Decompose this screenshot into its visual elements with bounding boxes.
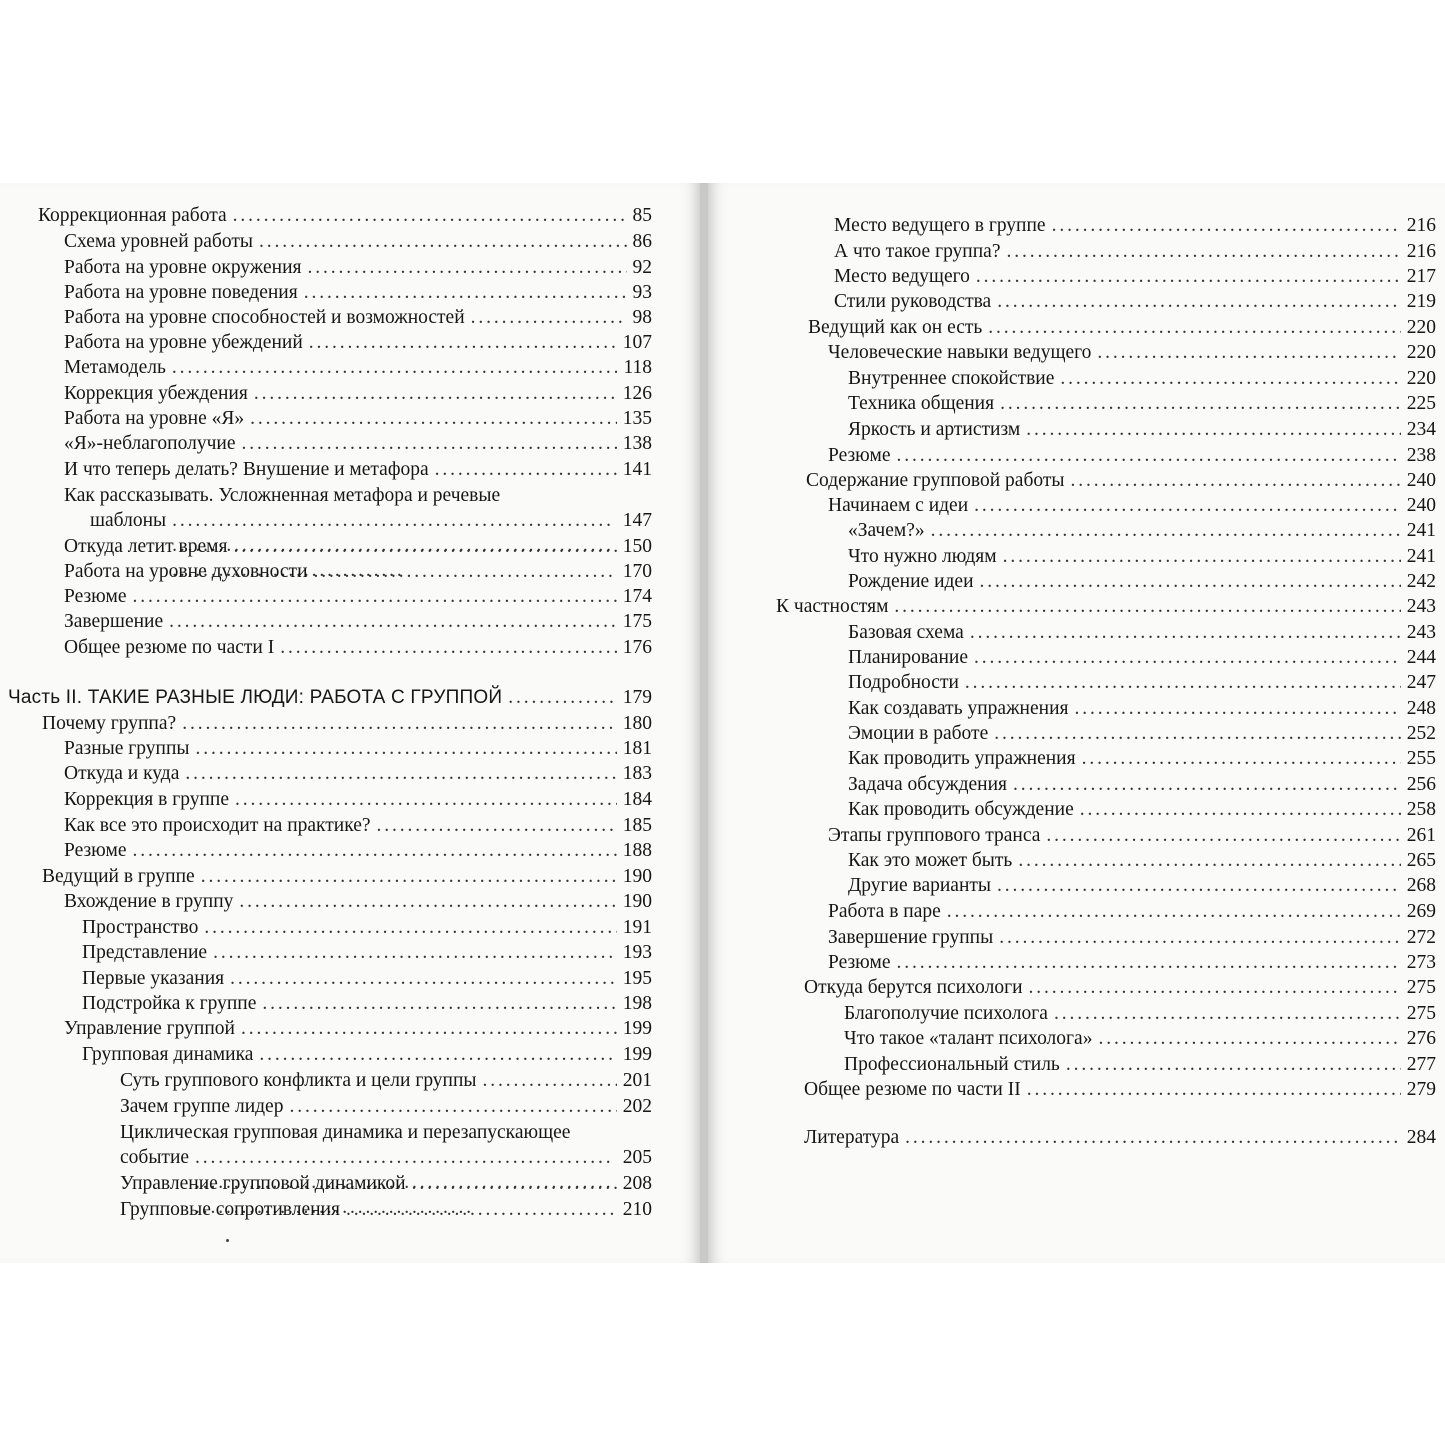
book-gutter [700,183,708,1263]
entry-title: Ведущий в группе [42,866,195,887]
entry-page-number: 242 [1406,571,1436,592]
right-toc-entry-23 [848,772,1436,797]
entry-page-number: 93 [632,282,652,303]
right-toc-entry-4 [834,289,1436,314]
entry-page-number: 208 [622,1173,652,1194]
entry-page-number: 216 [1406,241,1436,262]
entry-page-number: 190 [622,891,652,912]
dot-leader [1003,544,1401,569]
entry-page-number: 275 [1406,1003,1436,1024]
entry-title: Представление [82,942,208,963]
dot-leader [1074,696,1400,721]
entry-title: Содержание групповой работы [806,470,1065,491]
dot-leader [133,584,617,609]
entry-title: Яркость и артистизм [848,419,1021,440]
dot-leader [169,609,617,634]
entry-page-number: 256 [1406,774,1436,795]
entry-page-number: 179 [622,687,652,708]
entry-title: Профессиональный стиль [844,1054,1060,1075]
entry-page-number: 243 [1406,596,1436,617]
entry-page-number: 243 [1406,622,1436,643]
entry-page-number: 199 [622,1018,652,1039]
left-toc-entry-9 [64,406,652,431]
entry-title: Пространство [82,917,199,938]
entry-page-number: 98 [632,307,652,328]
dot-leader [947,899,1401,924]
right-toc-entry-16 [776,594,1436,619]
entry-title: Откуда берутся психологи [804,977,1023,998]
entry-title: Рождение идеи [848,571,974,592]
dot-leader [1029,975,1401,1000]
entry-title: Суть группового конфликта и цели группы [120,1070,477,1091]
right-toc-entry-26 [848,848,1436,873]
entry-title: Базовая схема [848,622,964,643]
entry-title: Подробности [848,672,959,693]
entry-page-number: 220 [1406,317,1436,338]
entry-title: Как создавать упражнения [848,698,1069,719]
dot-leader [1071,468,1401,493]
entry-title: Работа на уровне убеждений [64,332,303,353]
entry-title: Групповая динамика [82,1044,254,1065]
dot-leader [1060,366,1400,391]
left-toc-entry-16 [64,609,652,634]
left-toc-entry-17 [64,635,652,660]
left-toc-entry-1 [38,203,652,228]
entry-title: Работа на уровне «Я» [64,408,245,429]
entry-title: Начинаем с идеи [828,495,969,516]
dot-leader [241,1016,617,1041]
right-toc-entry-20 [848,696,1436,721]
right-toc-entry-11 [806,468,1436,493]
left-toc-entry-4 [64,280,652,305]
right-toc-entry-21 [848,721,1436,746]
entry-title: Работа на уровне духовности [64,561,308,582]
entry-page-number: 118 [623,357,652,378]
entry-title: Групповые сопротивления [120,1199,340,1220]
left-toc-entry-36 [120,1171,652,1196]
entry-title: Откуда летит время [64,536,228,557]
entry-page-number: 86 [632,231,652,252]
left-toc-entry-8 [64,381,652,406]
entry-page-number: 147 [622,510,652,531]
entry-title: Человеческие навыки ведущего [828,342,1092,363]
entry-page-number: 135 [622,408,652,429]
entry-title: Почему группа? [42,713,177,734]
entry-page-number: 277 [1406,1054,1436,1075]
entry-title: Что нужно людям [848,546,997,567]
entry-page-number: 181 [622,738,652,759]
right-toc-entry-32 [844,1001,1436,1026]
left-toc-entry-30 [82,991,652,1016]
entry-title: Благополучие психолога [844,1003,1048,1024]
entry-title: Откуда и куда [64,763,180,784]
entry-page-number: 275 [1406,977,1436,998]
entry-page-number: 198 [622,993,652,1014]
right-toc-entry-6 [828,340,1436,365]
entry-title: Подстройка к группе [82,993,257,1014]
entry-title: Место ведущего [834,266,970,287]
right-toc-entry-1 [834,213,1436,238]
entry-page-number: 273 [1406,952,1436,973]
entry-title: Другие варианты [848,875,992,896]
left-toc-entry-21 [64,761,652,786]
entry-page-number: 184 [622,789,652,810]
entry-title: Задача обсуждения [848,774,1008,795]
right-toc-entry-30 [828,950,1436,975]
dot-leader [280,635,617,660]
dot-leader [259,229,627,254]
right-toc-entry-5 [808,315,1436,340]
dot-leader [308,255,627,280]
dot-leader [213,940,617,965]
dot-leader [1066,1052,1401,1077]
entry-page-number: 92 [632,257,652,278]
entry-page-number: 205 [622,1147,652,1168]
entry-page-number: 276 [1406,1028,1436,1049]
entry-title: Резюме [828,445,891,466]
dot-leader [346,1197,617,1222]
entry-title: Управление группой [64,1018,235,1039]
dot-leader [897,950,1401,975]
right-toc-entry-12 [828,493,1436,518]
right-toc-entry-28 [828,899,1436,924]
left-toc-entry-22 [64,787,652,812]
entry-title: Метамодель [64,357,166,378]
entry-page-number: 220 [1406,342,1436,363]
dot-leader [994,721,1401,746]
book-spread [0,183,1445,1263]
entry-page-number: 261 [1406,825,1436,846]
dot-leader [201,864,617,889]
right-toc-entry-34 [844,1052,1436,1077]
dot-leader [1007,239,1401,264]
dot-leader [1013,772,1401,797]
entry-page-number: 265 [1406,850,1436,871]
left-toc-entry-20 [64,736,652,761]
entry-page-number: 195 [622,968,652,989]
entry-title: Работа в паре [828,901,941,922]
right-toc-entry-24 [848,797,1436,822]
dot-leader [1054,1001,1401,1026]
entry-title: Этапы группового транса [828,825,1041,846]
right-toc-entry-18 [848,645,1436,670]
dot-leader [259,1042,616,1067]
dot-leader [309,330,617,355]
dot-leader [172,355,618,380]
left-toc-entry-23 [64,813,652,838]
entry-page-number: 176 [622,637,652,658]
entry-title: Эмоции в работе [848,723,989,744]
entry-page-number: 188 [622,840,652,861]
right-toc-entry-19 [848,670,1436,695]
entry-page-number: 240 [1406,495,1436,516]
entry-title: Циклическая групповая динамика и перезапускающее [120,1122,571,1143]
entry-title-continuation: событие [120,1147,190,1168]
entry-title: Работа на уровне окружения [64,257,302,278]
dot-leader [980,569,1401,594]
left-toc-entry-15 [64,584,652,609]
entry-page-number: 107 [622,332,652,353]
dot-leader [133,838,617,863]
right-toc-entry-3 [834,264,1436,289]
right-toc-entry-7 [848,366,1436,391]
dot-leader [471,305,627,330]
entry-page-number: 193 [622,942,652,963]
entry-title: Как рассказывать. Усложненная метафора и речевые [64,485,501,506]
entry-page-number: 150 [622,536,652,557]
entry-title: Стили руководства [834,291,992,312]
dot-leader [970,620,1401,645]
entry-page-number: 220 [1406,368,1436,389]
dot-leader [377,813,617,838]
right-page [708,183,1445,1263]
entry-title: Как это может быть [848,850,1013,871]
entry-title: Резюме [64,586,127,607]
entry-page-number: 241 [1406,520,1436,541]
entry-title: Что такое «талант психолога» [844,1028,1093,1049]
dot-leader [289,1094,616,1119]
entry-page-number: 258 [1406,799,1436,820]
entry-title: И что теперь делать? Внушение и метафора [64,459,429,480]
entry-page-number: 248 [1406,698,1436,719]
entry-page-number: 126 [622,383,652,404]
dot-leader [195,736,616,761]
dot-leader [182,711,617,736]
entry-page-number: 225 [1406,393,1436,414]
entry-title: Завершение [64,611,164,632]
entry-page-number: 191 [622,917,652,938]
entry-page-number: 138 [622,433,652,454]
dot-leader [999,925,1401,950]
entry-page-number: 238 [1406,445,1436,466]
entry-page-number: 190 [622,866,652,887]
left-toc-entry-29 [82,966,652,991]
dot-leader [254,381,617,406]
right-toc-entry-35 [804,1077,1436,1102]
right-toc-entry-10 [828,443,1436,468]
dot-leader [965,670,1401,695]
entry-title: Схема уровней работы [64,231,253,252]
entry-page-number: 240 [1406,470,1436,491]
dot-leader [235,787,617,812]
right-toc-entry-36 [804,1125,1436,1150]
entry-page-number: 269 [1406,901,1436,922]
dot-leader [897,443,1401,468]
left-page [0,183,700,1263]
left-toc-entry-19 [42,711,652,736]
dot-leader [233,203,627,228]
entry-title: Первые указания [82,968,225,989]
dot-leader [239,889,616,914]
entry-page-number: 219 [1406,291,1436,312]
entry-title: Зачем группе лидер [120,1096,284,1117]
dot-leader [262,991,616,1016]
left-toc-entry-6 [64,330,652,355]
entry-title: Резюме [828,952,891,973]
dot-leader [1082,746,1401,771]
dot-leader [1000,391,1401,416]
dot-leader [1026,417,1401,442]
dot-leader [974,645,1401,670]
dot-leader [314,559,617,584]
entry-title: Литература [804,1127,900,1148]
entry-title: Управление групповой динамикой [120,1173,406,1194]
entry-page-number: 174 [622,586,652,607]
entry-page-number: 183 [622,763,652,784]
dot-leader [997,873,1401,898]
dot-leader [412,1171,617,1196]
entry-page-number: 210 [622,1199,652,1220]
left-toc-entry-32 [82,1042,652,1067]
entry-page-number: 255 [1406,748,1436,769]
left-toc-entry-27 [82,915,652,940]
left-toc-entry-26 [64,889,652,914]
left-toc-entry-13 [64,534,652,559]
dot-leader [974,493,1401,518]
entry-title: А что такое группа? [834,241,1001,262]
dot-leader [483,1068,617,1093]
entry-title: Место ведущего в группе [834,215,1046,236]
dot-leader [905,1125,1401,1150]
dot-leader [1097,340,1400,365]
entry-page-number: 234 [1406,419,1436,440]
right-toc-entry-33 [844,1026,1436,1051]
dot-leader [931,518,1401,543]
entry-page-number: 244 [1406,647,1436,668]
left-toc-entry-3 [64,255,652,280]
left-toc-entry-24 [64,838,652,863]
dot-leader [1018,848,1400,873]
entry-title: Завершение группы [828,927,994,948]
entry-title: Резюме [64,840,127,861]
entry-page-number: 175 [622,611,652,632]
entry-title: Часть II. ТАКИЕ РАЗНЫЕ ЛЮДИ: РАБОТА С ГРУППОЙ [8,687,503,708]
entry-title: Работа на уровне поведения [64,282,298,303]
entry-page-number: 241 [1406,546,1436,567]
dot-leader [185,761,616,786]
entry-title: «Зачем?» [848,520,925,541]
right-toc-entry-8 [848,391,1436,416]
entry-title: Ведущий как он есть [808,317,983,338]
entry-title: «Я»-неблагополучие [64,433,236,454]
right-toc-entry-14 [848,544,1436,569]
entry-page-number: 279 [1406,1079,1436,1100]
dot-leader [1080,797,1401,822]
entry-page-number: 247 [1406,672,1436,693]
dot-leader [976,264,1401,289]
entry-title: Коррекция убеждения [64,383,248,404]
dot-leader [435,457,617,482]
dot-leader [508,685,617,710]
entry-page-number: 252 [1406,723,1436,744]
entry-page-number: 268 [1406,875,1436,896]
entry-page-number: 141 [622,459,652,480]
dot-leader [204,915,616,940]
left-toc-entry-28 [82,940,652,965]
left-toc-entry-2 [64,229,652,254]
dot-leader [241,431,616,456]
left-toc [0,183,700,1263]
dot-leader [250,406,617,431]
right-toc-entry-31 [804,975,1436,1000]
entry-title: Техника общения [848,393,995,414]
entry-page-number: 170 [622,561,652,582]
ink-speck [226,1239,229,1242]
entry-page-number: 216 [1406,215,1436,236]
entry-title: Общее резюме по части II [804,1079,1021,1100]
left-toc-entry-37 [120,1197,652,1222]
right-toc-entry-25 [828,823,1436,848]
right-toc-entry-17 [848,620,1436,645]
dot-leader [1098,1026,1400,1051]
entry-title: Работа на уровне способностей и возможностей [64,307,465,328]
dot-leader [1046,823,1400,848]
right-toc-entry-2 [834,239,1436,264]
entry-page-number: 180 [622,713,652,734]
dot-leader [233,534,616,559]
entry-page-number: 185 [622,815,652,836]
entry-page-number: 202 [622,1096,652,1117]
dot-leader [894,594,1400,619]
left-toc-entry-7 [64,355,652,380]
right-toc-entry-9 [848,417,1436,442]
right-toc-entry-29 [828,925,1436,950]
entry-page-number: 199 [622,1044,652,1065]
entry-page-number: 201 [622,1070,652,1091]
left-toc-entry-25 [42,864,652,889]
left-toc-entry-10 [64,431,652,456]
left-toc-entry-11 [64,457,652,482]
left-toc-entry-34 [120,1094,652,1119]
dot-leader [1052,213,1401,238]
entry-title: К частностям [776,596,889,617]
entry-title: Внутреннее спокойствие [848,368,1055,389]
entry-title: Вхождение в группу [64,891,234,912]
dot-leader [1027,1077,1401,1102]
entry-title: Как все это происходит на практике? [64,815,371,836]
entry-title-continuation: шаблоны [90,510,167,531]
dot-leader [304,280,627,305]
right-toc-entry-27 [848,873,1436,898]
entry-page-number: 284 [1406,1127,1436,1148]
right-toc-entry-13 [848,518,1436,543]
right-toc [708,183,1445,1263]
entry-title: Как проводить упражнения [848,748,1076,769]
entry-title: Общее резюме по части I [64,637,275,658]
entry-page-number: 272 [1406,927,1436,948]
right-toc-entry-22 [848,746,1436,771]
dot-leader [997,289,1401,314]
entry-title: Коррекционная работа [38,205,227,226]
entry-title: Планирование [848,647,968,668]
entry-title: Как проводить обсуждение [848,799,1074,820]
dot-leader [230,966,617,991]
right-toc-entry-15 [848,569,1436,594]
entry-page-number: 217 [1406,266,1436,287]
entry-title: Коррекция в группе [64,789,229,810]
left-toc-entry-5 [64,305,652,330]
entry-title: Разные группы [64,738,190,759]
entry-page-number: 85 [632,205,652,226]
left-toc-entry-31 [64,1016,652,1041]
dot-leader [988,315,1400,340]
left-toc-entry-33 [120,1068,652,1093]
left-toc-entry-14 [64,559,652,584]
left-toc-entry-18 [8,685,652,710]
